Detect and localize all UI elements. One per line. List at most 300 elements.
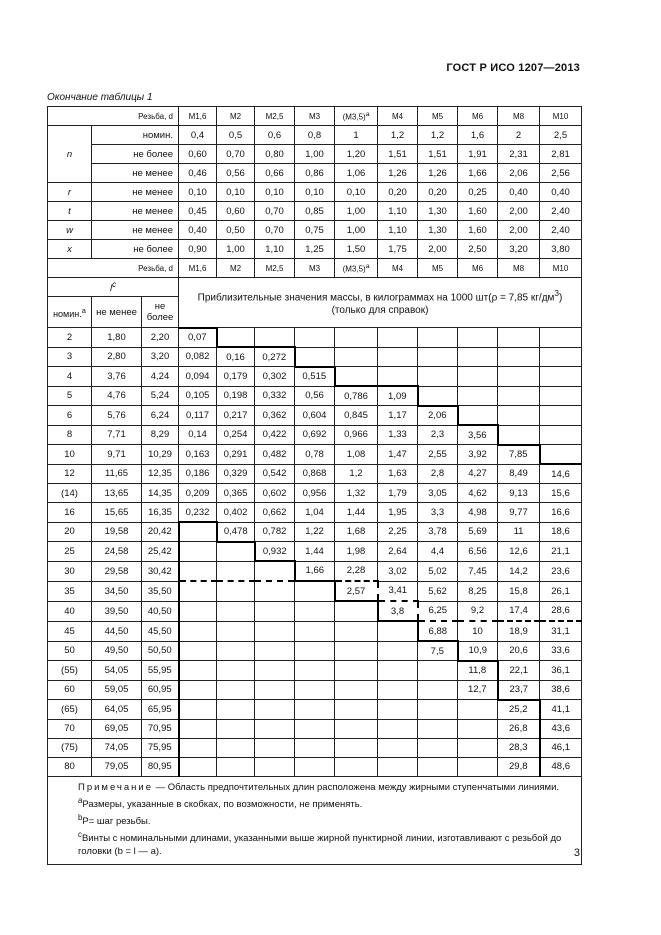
mass-value [335, 621, 378, 641]
note-main-text: — Область предпочтительных длин расположена между жирными ступенчатыми линиями. [153, 781, 560, 793]
param-value: 2 [498, 126, 540, 145]
length-max: 6,24 [142, 406, 179, 426]
mass-value [255, 328, 295, 348]
footnote-b [52, 811, 577, 828]
mass-value: 0,782 [255, 522, 295, 542]
param-value: 1,00 [335, 202, 378, 221]
mass-value: 1,95 [378, 503, 418, 523]
mass-value: 18,9 [498, 621, 540, 641]
mass-value: 23,7 [498, 680, 540, 700]
thread-size: M1,6 [179, 107, 217, 126]
param-value: 1,51 [418, 145, 458, 164]
mass-value: 4,4 [418, 542, 458, 562]
mass-value [418, 661, 458, 681]
mass-value: 7,85 [498, 445, 540, 465]
mass-value: 31,1 [540, 621, 582, 641]
length-min: 7,71 [92, 425, 142, 445]
mass-value [179, 522, 217, 542]
length-min: 29,58 [92, 561, 142, 581]
param-qualifier: не менее [92, 202, 179, 221]
mass-value [418, 700, 458, 720]
mass-value: 46,1 [540, 738, 582, 757]
thread-size: M8 [498, 259, 540, 278]
param-qualifier: не менее [92, 221, 179, 240]
length-nominal: 6 [48, 406, 92, 426]
thread-size: M3 [295, 259, 335, 278]
page-number: 3 [573, 847, 580, 859]
param-value: 1,66 [458, 164, 498, 183]
mass-value: 3,8 [378, 601, 418, 621]
mass-value: 5,02 [418, 561, 458, 581]
mass-value [540, 406, 582, 426]
mass-value: 26,1 [540, 581, 582, 601]
mass-value [335, 757, 378, 776]
length-min: 74,05 [92, 738, 142, 757]
mass-value [295, 621, 335, 641]
param-value: 0,70 [217, 145, 255, 164]
mass-value: 1,17 [378, 406, 418, 426]
mass-value: 0,332 [255, 386, 295, 406]
mass-value: 12,7 [458, 680, 498, 700]
mass-value: 2,55 [418, 445, 458, 465]
mass-value: 11,8 [458, 661, 498, 681]
length-nominal: 25 [48, 542, 92, 562]
mass-value: 0,78 [295, 445, 335, 465]
param-value: 0,25 [458, 183, 498, 202]
length-min: 1,80 [92, 328, 142, 348]
mass-value [458, 406, 498, 426]
param-value: 1,30 [418, 202, 458, 221]
param-value: 2,56 [540, 164, 582, 183]
mass-value: 1,09 [378, 386, 418, 406]
notes [48, 776, 582, 864]
mass-value [217, 680, 255, 700]
mass-value [498, 425, 540, 445]
mass-value: 0,662 [255, 503, 295, 523]
mass-value: 0,365 [217, 484, 255, 503]
table-caption: Окончание таблицы 1 [47, 92, 153, 103]
mass-value [335, 367, 378, 387]
mass-value: 5,69 [458, 522, 498, 542]
length-header-row [48, 278, 582, 297]
param-value: 3,80 [540, 240, 582, 259]
mass-value: 48,6 [540, 757, 582, 776]
mass-value [255, 757, 295, 776]
param-value: 2,06 [498, 164, 540, 183]
param-value: 1,26 [378, 164, 418, 183]
mass-value: 5,62 [418, 581, 458, 601]
param-value: 0,10 [335, 183, 378, 202]
mass-value [335, 738, 378, 757]
mass-value: 36,1 [540, 661, 582, 681]
param-value: 2,40 [540, 221, 582, 240]
mass-value [295, 641, 335, 661]
mass-value [179, 601, 217, 621]
mass-value [458, 757, 498, 776]
mass-subtitle: (только для справок) [331, 305, 429, 317]
mass-value: 0,868 [295, 464, 335, 484]
mass-value: 0,482 [255, 445, 295, 465]
mass-value: 29,8 [498, 757, 540, 776]
mass-value: 14,2 [498, 561, 540, 581]
length-row [48, 601, 582, 621]
mass-value [378, 328, 418, 348]
length-min: 49,50 [92, 641, 142, 661]
param-value: 1,20 [335, 145, 378, 164]
length-nominal: 5 [48, 386, 92, 406]
mass-value [540, 367, 582, 387]
mass-value: 1,2 [335, 464, 378, 484]
mass-value: 7,45 [458, 561, 498, 581]
length-row [48, 484, 582, 503]
mass-value [217, 621, 255, 641]
length-row [48, 621, 582, 641]
mass-value [378, 700, 418, 720]
mass-value: 0,302 [255, 367, 295, 387]
thread-size: M2 [217, 107, 255, 126]
length-nominal: 30 [48, 561, 92, 581]
mass-value [418, 386, 458, 406]
mass-value [179, 738, 217, 757]
thread-size: M5 [418, 259, 458, 278]
param-value: 2,00 [418, 240, 458, 259]
mass-value [540, 445, 582, 465]
length-max: 20,42 [142, 522, 179, 542]
length-nominal: 50 [48, 641, 92, 661]
mass-value [217, 700, 255, 720]
length-max: 75,95 [142, 738, 179, 757]
length-max: 80,95 [142, 757, 179, 776]
length-min: 39,50 [92, 601, 142, 621]
mass-value [295, 661, 335, 681]
mass-value: 0,179 [217, 367, 255, 387]
length-row [48, 328, 582, 348]
length-min: 64,05 [92, 700, 142, 720]
mass-value: 0,515 [295, 367, 335, 387]
length-label [48, 278, 179, 297]
param-value: 0,70 [255, 202, 295, 221]
length-row [48, 406, 582, 426]
mass-value [335, 347, 378, 367]
param-qualifier: номин. [92, 126, 179, 145]
mass-value: 3,05 [418, 484, 458, 503]
mass-value: 0,422 [255, 425, 295, 445]
param-value: 1,10 [378, 202, 418, 221]
mass-value [378, 680, 418, 700]
mass-value: 17,4 [498, 601, 540, 621]
mass-value [335, 719, 378, 738]
thread-size: M8 [498, 107, 540, 126]
mass-value [378, 621, 418, 641]
mass-value: 43,6 [540, 719, 582, 738]
length-row [48, 542, 582, 562]
mass-value: 0,254 [217, 425, 255, 445]
length-nominal: (75) [48, 738, 92, 757]
thread-size: M1,6 [179, 259, 217, 278]
mass-value: 0,094 [179, 367, 217, 387]
mass-value [295, 700, 335, 720]
param-row [48, 221, 582, 240]
thread-size: M5 [418, 107, 458, 126]
mass-value: 11 [498, 522, 540, 542]
mass-value [255, 581, 295, 601]
mass-value: 1,68 [335, 522, 378, 542]
mass-value: 41,1 [540, 700, 582, 720]
footnote-text: Размеры, указанные в скобках, по возможности, не применять. [82, 798, 363, 810]
mass-value: 25,2 [498, 700, 540, 720]
mass-value [498, 328, 540, 348]
mass-value [418, 719, 458, 738]
param-value: 1,50 [335, 240, 378, 259]
mass-value: 0,07 [179, 328, 217, 348]
mass-value: 28,6 [540, 601, 582, 621]
mass-value [255, 700, 295, 720]
mass-value: 0,966 [335, 425, 378, 445]
param-value: 2,00 [498, 202, 540, 221]
length-nominal: 60 [48, 680, 92, 700]
param-value: 1 [335, 126, 378, 145]
param-row [48, 145, 582, 164]
length-min: 15,65 [92, 503, 142, 523]
param-qualifier: не более [92, 240, 179, 259]
thread-size: M2,5 [255, 259, 295, 278]
param-value: 0,75 [295, 221, 335, 240]
mass-value: 2,06 [418, 406, 458, 426]
max-label: не более [142, 297, 179, 328]
length-row [48, 503, 582, 523]
length-row [48, 719, 582, 738]
mass-value [295, 719, 335, 738]
length-nominal: 2 [48, 328, 92, 348]
mass-value [255, 661, 295, 681]
param-symbol: w [48, 221, 92, 240]
mass-value: 3,3 [418, 503, 458, 523]
length-row [48, 700, 582, 720]
note-main [52, 781, 577, 794]
mass-value [418, 367, 458, 387]
mass-value: 15,6 [540, 484, 582, 503]
mass-value [217, 542, 255, 562]
mass-value: 3,41 [378, 581, 418, 601]
mass-value: 2,8 [418, 464, 458, 484]
param-qualifier: не более [92, 145, 179, 164]
param-value: 1,00 [335, 221, 378, 240]
param-symbol: n [48, 126, 92, 183]
thread-size-text: (M3,5) [342, 264, 366, 274]
param-value: 0,66 [255, 164, 295, 183]
mass-value: 0,105 [179, 386, 217, 406]
mass-value: 21,1 [540, 542, 582, 562]
param-value: 2,5 [540, 126, 582, 145]
param-value: 1,6 [458, 126, 498, 145]
standard-number: ГОСТ Р ИСО 1207—2013 [446, 62, 580, 74]
footnote-a [52, 794, 577, 811]
mass-value [418, 680, 458, 700]
mass-value: 4,98 [458, 503, 498, 523]
mass-value [255, 601, 295, 621]
param-value: 0,70 [255, 221, 295, 240]
thread-size: M3 [295, 107, 335, 126]
note-prefix: Примечание [78, 781, 153, 793]
length-min: 19,58 [92, 522, 142, 542]
thread-label: Резьба, d [48, 107, 179, 126]
param-value: 0,20 [378, 183, 418, 202]
mass-value: 2,28 [335, 561, 378, 581]
param-qualifier: не менее [92, 183, 179, 202]
param-value: 1,06 [335, 164, 378, 183]
length-row [48, 581, 582, 601]
mass-value: 3,92 [458, 445, 498, 465]
thread-header-row-2 [48, 259, 582, 278]
mass-value [378, 367, 418, 387]
length-min: 2,80 [92, 347, 142, 367]
param-value: 1,30 [418, 221, 458, 240]
mass-value [378, 738, 418, 757]
mass-value: 0,604 [295, 406, 335, 426]
mass-title [179, 278, 582, 328]
mass-value: 0,478 [217, 522, 255, 542]
length-max: 8,29 [142, 425, 179, 445]
mass-value: 2,3 [418, 425, 458, 445]
param-value: 0,6 [255, 126, 295, 145]
length-max: 14,35 [142, 484, 179, 503]
thread-size: M2 [217, 259, 255, 278]
thread-header-row [48, 107, 582, 126]
length-max: 60,95 [142, 680, 179, 700]
mass-value [458, 347, 498, 367]
mass-value: 0,956 [295, 484, 335, 503]
length-min: 5,76 [92, 406, 142, 426]
length-row [48, 347, 582, 367]
mass-value: 8,25 [458, 581, 498, 601]
param-value: 2,81 [540, 145, 582, 164]
mass-value: 1,66 [295, 561, 335, 581]
length-row [48, 738, 582, 757]
length-nominal: 40 [48, 601, 92, 621]
mass-value: 4,62 [458, 484, 498, 503]
mass-value [179, 542, 217, 562]
param-value: 0,8 [295, 126, 335, 145]
length-row [48, 641, 582, 661]
mass-value [179, 680, 217, 700]
mass-value [458, 700, 498, 720]
mass-value: 1,08 [335, 445, 378, 465]
mass-value: 0,186 [179, 464, 217, 484]
param-value: 1,00 [217, 240, 255, 259]
mass-value [335, 641, 378, 661]
mass-value [458, 738, 498, 757]
footnote-c [52, 828, 577, 858]
mass-value [540, 347, 582, 367]
length-row [48, 386, 582, 406]
param-value: 2,00 [498, 221, 540, 240]
param-qualifier: не менее [92, 164, 179, 183]
mass-value [255, 621, 295, 641]
length-max: 2,20 [142, 328, 179, 348]
mass-value [217, 719, 255, 738]
mass-value: 1,79 [378, 484, 418, 503]
param-value: 1,60 [458, 202, 498, 221]
mass-value [458, 386, 498, 406]
length-row [48, 367, 582, 387]
length-nominal: (65) [48, 700, 92, 720]
footnote-mark: c [78, 829, 82, 839]
mass-value: 9,13 [498, 484, 540, 503]
mass-value [378, 347, 418, 367]
param-value: 1,00 [295, 145, 335, 164]
mass-value: 6,88 [418, 621, 458, 641]
mass-value [217, 581, 255, 601]
mass-value: 0,217 [217, 406, 255, 426]
param-value: 1,60 [458, 221, 498, 240]
mass-value [540, 328, 582, 348]
length-row [48, 464, 582, 484]
mass-value [418, 328, 458, 348]
mass-value: 3,56 [458, 425, 498, 445]
length-symbol: l [109, 283, 113, 295]
mass-value: 0,362 [255, 406, 295, 426]
param-value: 0,10 [255, 183, 295, 202]
mass-value [179, 621, 217, 641]
param-value: 1,26 [418, 164, 458, 183]
length-row [48, 757, 582, 776]
mass-value [335, 661, 378, 681]
mass-value: 2,25 [378, 522, 418, 542]
mass-value: 0,56 [295, 386, 335, 406]
mass-value: 1,04 [295, 503, 335, 523]
param-value: 1,2 [378, 126, 418, 145]
length-min: 59,05 [92, 680, 142, 700]
param-row [48, 202, 582, 221]
mass-value: 14,6 [540, 464, 582, 484]
param-value: 1,75 [378, 240, 418, 259]
length-min: 11,65 [92, 464, 142, 484]
length-max: 50,50 [142, 641, 179, 661]
param-value: 0,85 [295, 202, 335, 221]
param-value: 0,46 [179, 164, 217, 183]
dimensions-table [47, 106, 582, 865]
length-min: 9,71 [92, 445, 142, 465]
mass-value: 0,291 [217, 445, 255, 465]
mass-value [179, 757, 217, 776]
thread-size [335, 107, 378, 126]
mass-title-end: ) [559, 292, 563, 304]
mass-value: 18,6 [540, 522, 582, 542]
mass-value: 7,5 [418, 641, 458, 661]
mass-value: 0,082 [179, 347, 217, 367]
mass-value [498, 347, 540, 367]
thread-size: M4 [378, 107, 418, 126]
mass-value: 9,77 [498, 503, 540, 523]
param-value: 0,40 [179, 221, 217, 240]
mass-value [255, 561, 295, 581]
thread-size: M10 [540, 107, 582, 126]
mass-value [217, 757, 255, 776]
length-nominal: 12 [48, 464, 92, 484]
thread-size: M10 [540, 259, 582, 278]
mass-value [540, 425, 582, 445]
thread-size: M6 [458, 259, 498, 278]
length-nominal: 70 [48, 719, 92, 738]
mass-value [217, 661, 255, 681]
mass-value: 3,02 [378, 561, 418, 581]
length-max: 35,50 [142, 581, 179, 601]
param-value: 0,5 [217, 126, 255, 145]
thread-label: Резьба, d [48, 259, 179, 278]
mass-value: 0,845 [335, 406, 378, 426]
thread-size: M4 [378, 259, 418, 278]
mass-value: 0,932 [255, 542, 295, 562]
